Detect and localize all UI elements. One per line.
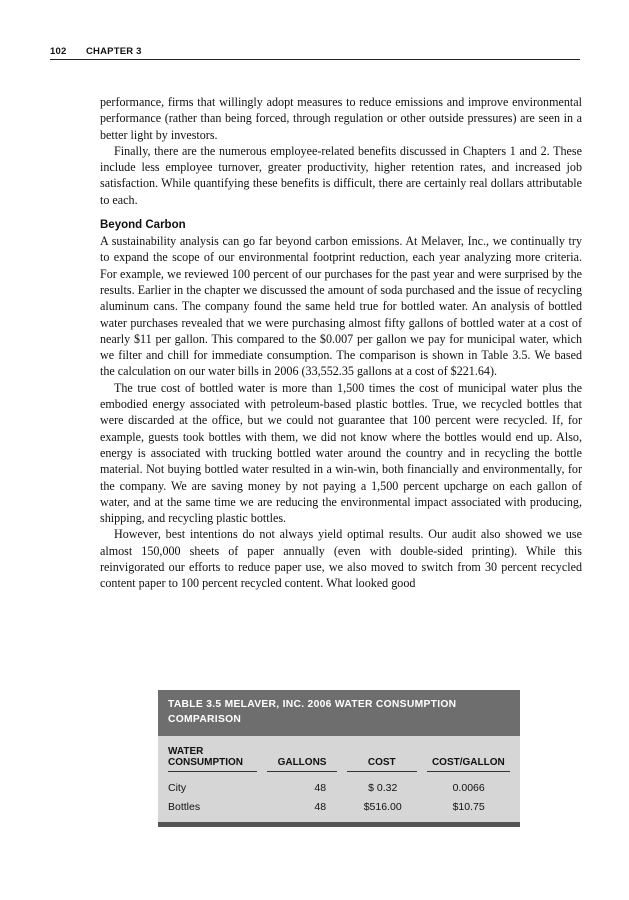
table-title-line: COMPARISON xyxy=(168,714,242,725)
page-number: 102 xyxy=(50,46,67,57)
table-row xyxy=(168,778,510,797)
column-header-cost: COST xyxy=(347,757,417,772)
cell-cost-per-gallon: 0.0066 xyxy=(452,781,485,794)
table-title-line: TABLE 3.5 MELAVER, INC. 2006 WATER CONSUMPTION xyxy=(168,699,457,710)
table-body xyxy=(158,772,520,822)
column-header-cost-per-gallon: COST/GALLON xyxy=(427,757,510,772)
column-header-gallons: GALLONS xyxy=(267,757,337,772)
paragraph: performance, firms that willingly adopt measures to reduce emissions and improve environmental performance (rather than being forced, through regulation or other outside pressures) are seen in a better light by investors. xyxy=(100,95,582,142)
table-row xyxy=(168,797,510,816)
cell-consumption: Bottles xyxy=(168,800,201,813)
paragraph: However, best intentions do not always yield optimal results. Our audit also showed we use almost 150,000 sheets of paper annually (even with double-sided printing). While this reinvigorated our efforts to reduce paper use, we also moved to switch from 30 percent recycled content paper to 100 percent recycled content. What looked good xyxy=(100,527,582,591)
paragraph: Finally, there are the numerous employee-related benefits discussed in Chapters 1 and 2. These include less employee turnover, greater productivity, higher retention rates, and increased job satisfaction. While quantifying these benefits is difficult, there are certainly real dollars attributable to each. xyxy=(100,143,582,207)
body-text xyxy=(100,94,582,592)
cell-cost: $516.00 xyxy=(363,800,402,813)
chapter-label: CHAPTER 3 xyxy=(86,46,142,57)
cell-cost: $ 0.32 xyxy=(368,781,398,794)
column-header-consumption xyxy=(168,746,257,772)
cell-gallons: 48 xyxy=(314,800,327,813)
running-header xyxy=(50,46,580,60)
section-heading: Beyond Carbon xyxy=(100,219,186,232)
table-title xyxy=(158,690,520,736)
cell-gallons: 48 xyxy=(314,781,327,794)
cell-consumption: City xyxy=(168,781,187,794)
water-consumption-table xyxy=(158,690,520,827)
paragraph: A sustainability analysis can go far beyond carbon emissions. At Melaver, Inc., we continually try to expand the scope of our environmental footprint reduction, each year analyzing more criteria. For example, we reviewed 100 percent of our purchases for the past year and were surprised by the results. Earlier in the chapter we discussed the amount of soda purchased and the issue of recycling aluminum cans. The company found the same held true for bottled water. An analysis of bottled water purchases revealed that we were purchasing almost fifty gallons of bottled water at a cost of nearly $11 per gallon. This compared to the $0.007 per gallon we pay for municipal water, which we filter and chill for immediate consumption. The comparison is shown in Table 3.5. We based the calculation on our water bills in 2006 (33,552.35 gallons at a cost of $221.64). xyxy=(100,234,582,379)
column-header-line: CONSUMPTION xyxy=(168,757,243,768)
column-header-line: WATER xyxy=(168,746,204,757)
table-header xyxy=(158,736,520,772)
paragraph: The true cost of bottled water is more than 1,500 times the cost of municipal water plus the embodied energy associated with petroleum-based plastic bottles. True, we recycled bottles that were discarded at the office, but we could not guarantee that 100 percent were recycled. If, for example, guests took bottles with them, we did not know where the bottles would end up. Also, energy is associated with trucking bottled water around the country and in recycling the bottle material. Not buying bottled water resulted in a win-win, both financially and environmentally, for the company. We are saving money by not paying a 1,500 percent upcharge on each gallon of water, and at the same time we are reducing the environmental impact associated with producing, shipping, and recycling plastic bottles. xyxy=(100,380,582,526)
cell-cost-per-gallon: $10.75 xyxy=(452,800,485,813)
